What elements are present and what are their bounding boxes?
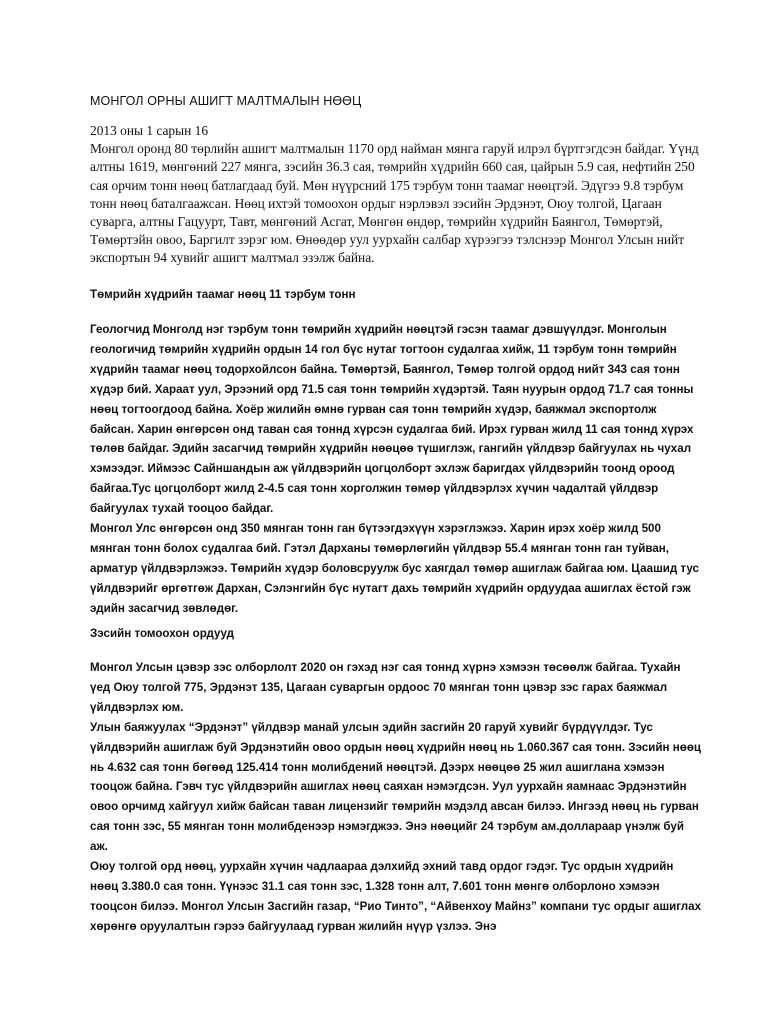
section-iron-ore: [90, 320, 702, 619]
paragraph: Оюу толгой орд нөөц, уурхайн хүчин чадлаараа дэлхийд эхний тавд ордог гэдэг. Тус ордын хүдрийн нөөц 3.380.0 сая тонн. Үүнээс 31.1 сая тонн зэс, 1.328 тонн алт, 7.601 тонн мөнгө олборлоно хэмээн тооцсон билээ. Монгол Улсын Засгийн газар, “Рио Тинто”, “Айвенхоу Майнз” компани тус ордыг ашиглах хөрөнгө оруулалтын гэрээ байгуулаад гурван жилийн нүүр үзлээ. Энэ: [90, 860, 702, 933]
section-heading-iron-ore: Төмрийн хүдрийн таамаг нөөц 11 тэрбум тонн: [90, 288, 356, 301]
section-copper: [90, 658, 702, 937]
paragraph: Геологчид Монголд нэг тэрбум тонн төмрийн хүдрийн нөөцтэй гэсэн таамаг дэвшүүлдэг. Монголын геологичид төмрийн хүдрийн ордын 14 гол бүс нутаг тогтоон судалгаа хийж, 11 тэрбум тонн төмрийн хүдрийн таамаг нөөц тодорхойлсон байна. Төмөртэй, Баянгол, Төмөр толгой ордод нийт 343 сая тонн хүдэр бий. Хараат уул, Эрээний орд 71.5 сая тонн төмрийн хүдэртэй. Таян нуурын ордод 71.7 сая тонны нөөц тогтоогдоод байна. Хоёр жилийн өмнө гурван сая тонн төмрийн хүдэр, баяжмал экспортолж байсан. Харин өнгөрсөн онд таван сая тоннд хүрсэн судалгаа бий. Ирэх гурван жилд 11 сая тоннд хүрэх төлөв байдаг. Эдийн засагчид төмрийн хүдрийн нөөцөө түшиглэж, гангийн үйлдвэр байгуулах нь чухал хэмээдэг. Иймээс Сайншандын аж үйлдвэрийн цогцолборт эхлэж баригдах үйлдвэрийн тоонд ороод байгаа.Тус цогцолборт жилд 2-4.5 сая тонн хорголжин төмөр үйлдвэрлэх хүчин чадалтай үйлдвэр байгуулах тухай тооцоо байдаг.: [90, 323, 694, 516]
document-date: 2013 оны 1 сарын 16: [90, 123, 209, 138]
document-title: МОНГОЛ ОРНЫ АШИГТ МАЛТМАЛЫН НӨӨЦ: [90, 94, 362, 108]
paragraph: Монгол Улсын цэвэр зэс олборлолт 2020 он гэхэд нэг сая тоннд хүрнэ хэмээн төсөөлж байгаа. Тухайн үед Оюу толгой 775, Эрдэнэт 135, Цагаан суваргын ордоос 70 мянган тонн цэвэр зэс гарах баяжмал үйлдвэрлэх юм.: [90, 661, 681, 714]
paragraph: Монгол Улс өнгөрсөн онд 350 мянган тонн ган бүтээгдэхүүн хэрэглэжээ. Харин ирэх хоёр жилд 500 мянган тонн болох судалгаа бий. Гэтэл Дарханы төмөрлөгийн үйлдвэр 55.4 мянган тонн ган туйван, арматур үйлдвэрлэжээ. Төмрийн хүдэр боловсруулж бус хаягдал төмөр ашиглаж байгаа юм. Цаашид тус үйлдвэрийг өргөтгөж Дархан, Сэлэнгийн бүс нутагт дахь төмрийн хүдрийн ордуудаа ашиглах ёстой гэж эдийн засагчид зөвлөдөг.: [90, 522, 700, 615]
section-heading-copper: Зэсийн томоохон ордууд: [90, 627, 234, 640]
paragraph: Улын баяжуулах “Эрдэнэт” үйлдвэр манай улсын эдийн засгийн 20 гаруй хувийг бүрдүүлдэг. Тус үйлдвэрийн ашиглаж буй Эрдэнэтийн овоо ордын нөөц хүдрийн нөөц нь 1.060.367 сая тонн. Зэсийн нөөц нь 4.632 сая тонн бөгөөд 125.414 тонн молибдений нөөцтэй. Дээрх нөөцөө 25 жил ашиглана хэмээн тооцож байна. Гэвч тус үйлдвэрийн ашиглах нөөц саяхан нэмэгдсэн. Уул уурхайн яамнаас Эрдэнэтийн овоо орчимд хайгуул хийж байсан таван лицензийг төмрийн мэдэлд авсан билээ. Ингээд нөөц нь гурван сая тонн зэс, 55 мянган тонн молибденээр нэмэгджээ. Энэ нөөцийг 24 тэрбум ам.доллараар үнэлж буй аж.: [90, 720, 702, 854]
intro-paragraph: Монгол оронд 80 төрлийн ашигт малтмалын 1170 орд найман мянга гаруй илрэл бүртгэгдсэн байдаг. Үүнд алтны 1619, мөнгөний 227 мянга, зэсийн 36.3 сая, төмрийн хүдрийн 660 сая, цайрын 5.9 сая, нефтийн 250 сая орчим тонн нөөц батлагдаад буй. Мөн нүүрсний 175 тэрбум тонн таамаг нөөцтэй. Эдүгээ 9.8 тэрбум тонн нөөц баталгаажсан. Нөөц ихтэй томоохон ордыг нэрлэвэл зэсийн Эрдэнэт, Оюу толгой, Цагаан суварга, алтны Гацуурт, Тавт, мөнгөний Асгат, Мөнгөн өндөр, төмрийн хүдрийн Баянгол, Төмөртэй, Төмөртэйн овоо, Баргилт зэрэг юм. Өнөөдөр уул уурхайн салбар хүрээгээ тэлснээр Монгол Улсын нийт экспортын 94 хувийг ашигт малтмал эзэлж байна.: [90, 141, 699, 266]
intro-block: [90, 122, 702, 268]
